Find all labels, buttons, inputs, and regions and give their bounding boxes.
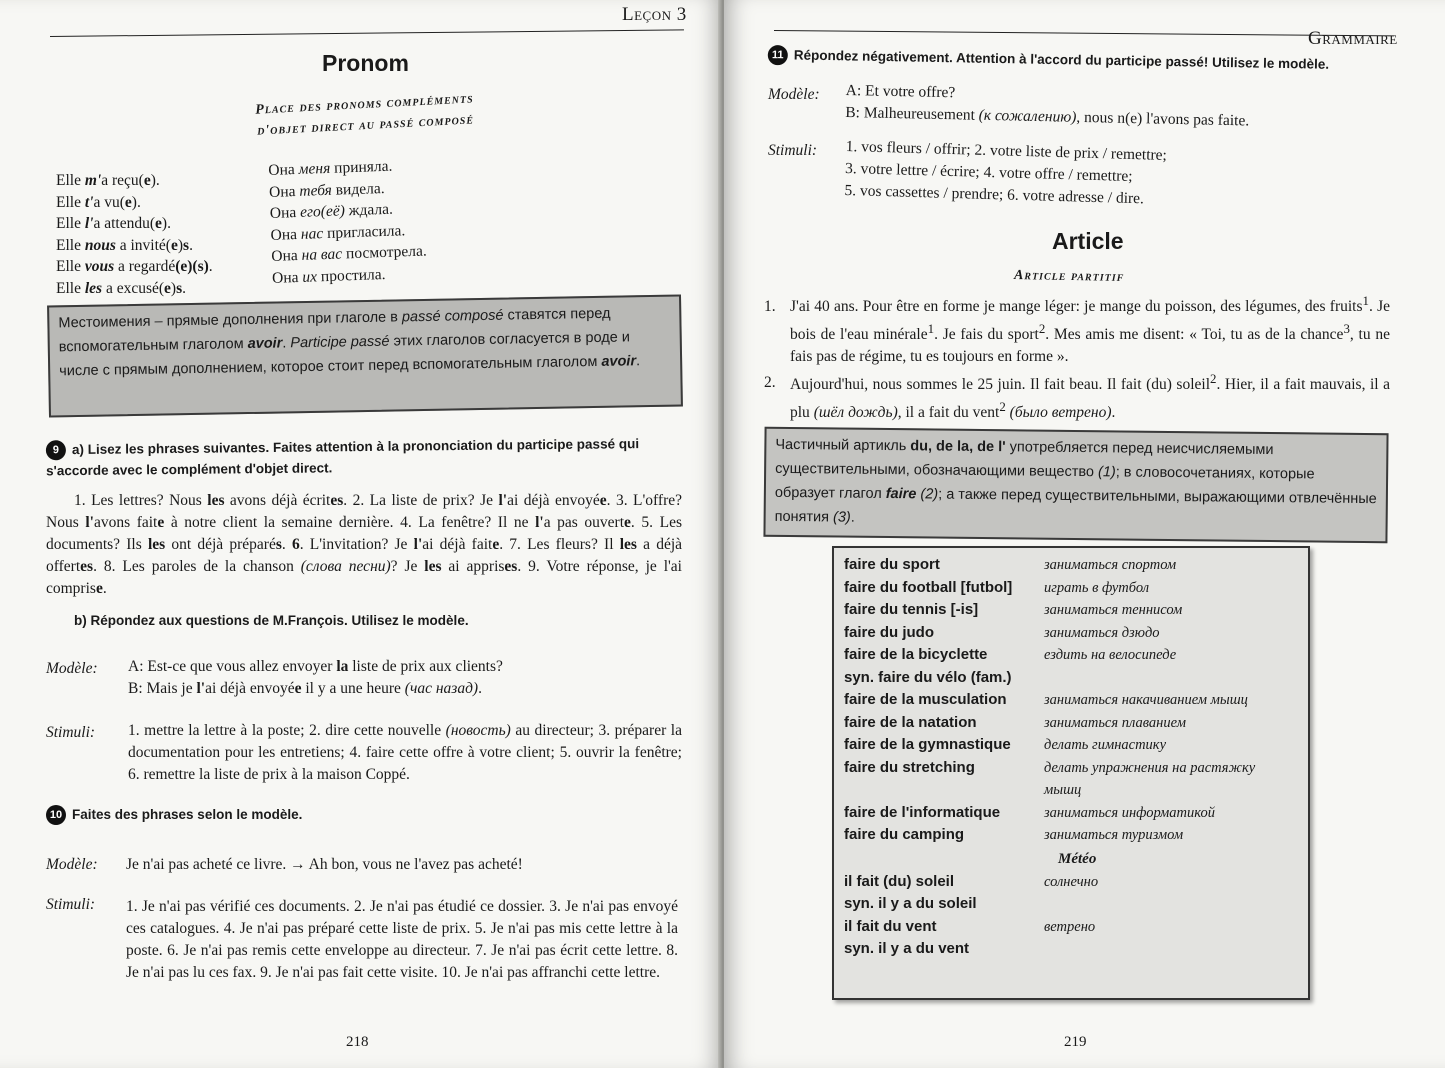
right-page	[724, 0, 1445, 1068]
meteo-row: il fait du vent ветрено	[844, 917, 1096, 935]
exercise-number-badge: 10	[46, 805, 66, 825]
example-ru: Она нас пригласила.	[270, 221, 406, 244]
example-ru: Она на вас посмотрела.	[271, 242, 428, 265]
exercise-11-modele: A: Et votre offre? B: Malheureusement (к сожалению), nous n(e) l'avons pas faite.	[845, 81, 1250, 130]
section-title-pronom: Pronom	[322, 50, 409, 76]
vocab-row: faire du judo заниматься дзюдо	[844, 623, 1160, 641]
exercise-9-instruction-a: 9 a) Lisez les phrases suivantes. Faites attention à la prononciation du participe passé qui s'accorde avec le complément d'objet direct.	[46, 436, 640, 479]
subtitle-line-2: d'objet direct au passé composé	[256, 112, 475, 139]
header-rule	[50, 29, 684, 37]
item-1-number: 1.	[764, 298, 776, 315]
grammar-rule-box: Частичный артикль du, de la, de l' употребляется перед неисчисляемыми существительными, обозначающими вещество (1); в словосочетаниях, которые образует глагол faire (2); а также перед существительными, выражающими отвлечённые понятия (3).	[763, 427, 1388, 544]
section-title-article: Article	[1052, 228, 1124, 254]
example-ru: Она его(её) ждала.	[269, 200, 394, 222]
exercise-number-badge: 9	[46, 441, 66, 461]
example-ru: Она меня приняла.	[268, 157, 393, 179]
page-number-right: 219	[1064, 1034, 1087, 1050]
left-page	[0, 0, 722, 1068]
example-fr: Elle nous a invité(e)s.	[56, 236, 193, 254]
grammar-rule-box: Местоимения – прямые дополнения при глаголе в passé composé ставятся перед вспомогательным глаголом avoir. Participe passé этих глаголов согласуется в роде и числе с прямым дополнением, которое стоит перед вспомогательным глаголом avoir.	[47, 294, 683, 417]
example-fr: Elle vous a regardé(e)(s).	[56, 258, 213, 275]
vocabulary-table	[832, 546, 1310, 1000]
stimuli-label: Stimuli:	[46, 896, 96, 913]
section-subtitle	[224, 87, 506, 144]
meteo-row: il fait (du) soleil солнечно	[844, 872, 1099, 890]
modele-label: Modèle:	[768, 86, 820, 103]
example-fr: Elle les a excusé(e)s.	[56, 279, 187, 297]
exercise-10-modele: Je n'ai pas acheté ce livre. → Ah bon, vous ne l'avez pas acheté!	[126, 856, 523, 873]
item-2-number: 2.	[764, 374, 776, 391]
right-running-header: Grammaire	[1308, 28, 1398, 49]
examples-french	[56, 170, 213, 299]
vocab-row: faire de l'informatique заниматься информатикой	[844, 803, 1216, 821]
examples-russian	[268, 155, 428, 289]
meteo-row: syn. il y a du vent	[844, 940, 970, 957]
left-running-header: Leçon 3	[622, 4, 687, 25]
example-ru: Она их простила.	[271, 265, 386, 287]
meteo-row: syn. il y a du soleil	[844, 895, 977, 912]
example-fr: Elle l'a attendu(e).	[56, 215, 171, 232]
vocab-row: faire de la natation заниматься плаванием	[844, 713, 1186, 731]
stimuli-label: Stimuli:	[768, 142, 818, 159]
modele-label: Modèle:	[46, 856, 98, 873]
vocab-row: faire de la bicyclette ездить на велосипеде	[844, 646, 1177, 663]
modele-label: Modèle:	[46, 660, 98, 677]
vocab-row: faire de la musculation заниматься накачиванием мышц	[844, 691, 1248, 708]
exercise-9-text: 1. Les lettres? Nous les avons déjà écrites. 2. La liste de prix? Je l'ai déjà envoyée. 3. L'offre? Nous l'avons faite à notre client la semaine dernière. 4. La fenêtre? Il ne l'a pas ouverte. 5. Les documents? Ils les ont déjà préparés. 6. L'invitation? Je l'ai déjà faite. 7. Les fleurs? Il les a déjà offertes. 8. Les paroles de la chanson (слова песни)? Je les ai apprises. 9. Votre réponse, je l'ai comprise.	[46, 492, 683, 597]
example-ru: Она тебя видела.	[268, 179, 385, 201]
page-number-left: 218	[346, 1034, 369, 1050]
exercise-9-stimuli: 1. mettre la lettre à la poste; 2. dire cette nouvelle (новость) au directeur; 3. préparer la documentation pour les entretiens; 4. faire cette offre à votre client; 5. ouvrir la fenêtre; 6. remettre la liste de prix à la maison Coppé.	[128, 722, 682, 783]
meteo-heading: Météo	[1058, 850, 1097, 867]
vocab-row: faire du camping заниматься туризмом	[844, 826, 1184, 843]
exercise-9-instruction-b: b) Répondez aux questions de M.François. Utilisez le modèle.	[74, 613, 469, 628]
vocab-row: faire du tennis [-is] заниматься теннисом	[844, 601, 1183, 618]
exercise-9-modele: A: Est-ce que vous allez envoyer la liste de prix aux clients? B: Mais je l'ai déjà envoyée il y a une heure (час назад).	[128, 658, 503, 697]
item-1-text: J'ai 40 ans. Pour être en forme je mange léger: je mange du poisson, des légumes, des fruits$^1$. Je bois de l'eau minérale$^1$. Je fais du sport$^2$. Mes amis me disent: « Toi, tu as de la chance$^3$, tu ne fais pas de régime, tu es toujours en forme ».	[790, 293, 1391, 366]
example-fr: Elle m'a reçu(e).	[56, 172, 160, 189]
item-2-text: Aujourd'hui, nous sommes le 25 juin. Il fait beau. Il fait (du) soleil$^2$. Hier, il a fait mauvais, il a plu (шёл дождь), il a fait du vent$^2$ (было ветрено).	[790, 371, 1390, 422]
subtitle-line-1: Place des pronoms compléments	[254, 91, 475, 118]
exercise-number-badge: 11	[768, 45, 788, 65]
exercise-11-instruction: 11 Répondez négativement. Attention à l'accord du participe passé! Utilisez le modèle.	[768, 44, 1408, 77]
section-subtitle: Article partitif	[1013, 268, 1125, 285]
exercise-10-instruction: 10 Faites des phrases selon le modèle.	[46, 804, 302, 825]
exercise-10-stimuli: 1. Je n'ai pas vérifié ces documents. 2. Je n'ai pas étudié ce dossier. 3. Je n'ai pas envoyé ces catalogues. 4. Je n'ai pas préparé cette liste de prix. 5. Je n'ai pas mis cette lettre à la poste. 6. Je n'ai pas remis cette enveloppe au directeur. 7. Je n'ai pas écrit cette lettre. 8. Je n'ai pas lu ces fax. 9. Je n'ai pas fait cette visite. 10. Je n'ai pas affranchi cette lettre.	[126, 898, 678, 981]
header-rule	[774, 30, 1394, 36]
exercise-11-stimuli: 1. vos fleurs / offrir; 2. votre liste de prix / remettre; 3. votre lettre / écrire; 4. votre offre / remettre; 5. vos cassettes / prendre; 6. votre adresse / dire.	[844, 137, 1168, 208]
vocab-row: faire du sport заниматься спортом	[844, 556, 1177, 573]
stimuli-label: Stimuli:	[46, 724, 96, 741]
vocab-row: faire du football [futbol] играть в футбол	[844, 578, 1150, 596]
vocab-row: syn. faire du vélo (fam.)	[844, 668, 1012, 686]
example-fr: Elle t'a vu(e).	[56, 193, 141, 211]
vocab-row: faire du stretching делать упражнения на растяжку мышц	[844, 758, 1256, 798]
vocab-row: faire de la gymnastique делать гимнастику	[844, 736, 1167, 753]
